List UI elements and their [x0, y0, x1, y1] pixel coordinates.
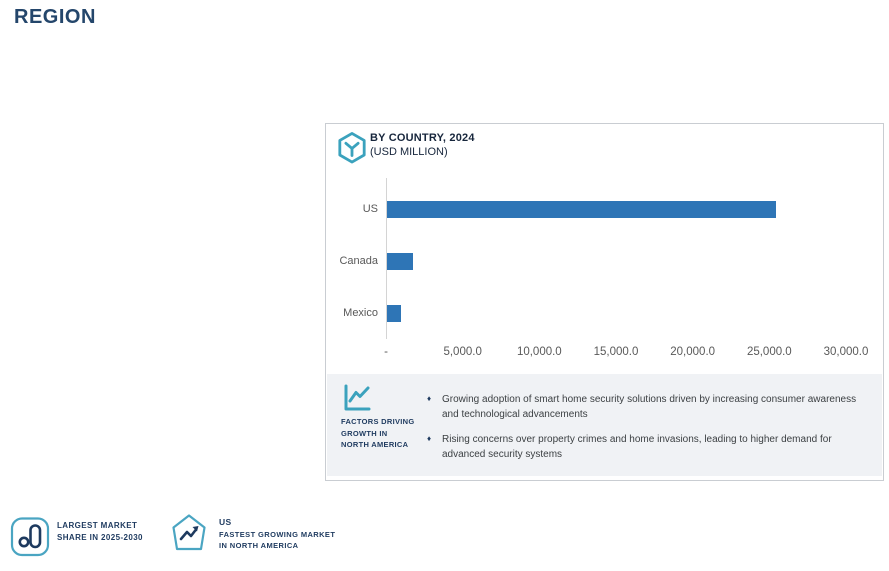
factors-label-line: GROWTH IN: [341, 428, 388, 438]
badge-text-line: IN NORTH AMERICA: [219, 541, 299, 550]
badge-text-line: LARGEST MARKET: [57, 521, 138, 530]
house-growth-badge-icon: [170, 512, 208, 554]
bar-us: [387, 201, 776, 218]
bar-chart-badge-icon: [10, 516, 50, 557]
category-label: US: [362, 203, 378, 215]
diamond-bullet-icon: ♦: [427, 434, 432, 443]
badge-title: US: [219, 517, 232, 527]
factors-bullet-list: [427, 392, 872, 472]
badge-text-line: SHARE IN 2025-2030: [57, 533, 143, 542]
x-tick-label: 15,000.0: [593, 346, 639, 358]
x-tick-label: 5,000.0: [443, 346, 482, 358]
chart-subtitle: (USD MILLION): [370, 146, 448, 158]
category-label: Mexico: [343, 307, 378, 319]
factors-panel: [327, 374, 882, 476]
x-tick-label: 25,000.0: [746, 346, 792, 358]
bar-row-mexico: [326, 305, 883, 322]
factors-label-line: FACTORS DRIVING: [341, 417, 415, 426]
factor-bullet-text: Rising concerns over property crimes and home invasions, leading to higher demand for advanced security systems: [442, 434, 832, 460]
x-tick-label: 30,000.0: [823, 346, 869, 358]
bar-row-us: [326, 201, 883, 218]
line-chart-icon: [341, 382, 373, 414]
factors-label-line: NORTH AMERICA: [341, 440, 409, 450]
bar-chart: [326, 178, 883, 366]
factor-bullet: [427, 432, 872, 462]
x-tick-label: -: [384, 346, 388, 358]
fastest-growing-badge: [219, 516, 335, 551]
category-label: Canada: [339, 255, 378, 267]
chart-header-text: [370, 132, 475, 158]
badge-text-line: FASTEST GROWING MARKET: [219, 529, 336, 539]
hexagon-y-icon: [337, 131, 367, 164]
bar-row-canada: [326, 253, 883, 270]
x-tick-label: 20,000.0: [670, 346, 716, 358]
diamond-bullet-icon: ♦: [427, 394, 432, 403]
factors-label: [341, 416, 415, 451]
chart-card: [325, 123, 884, 481]
x-tick-label: 10,000.0: [516, 346, 562, 358]
chart-card-header: [326, 124, 883, 176]
chart-title: BY COUNTRY, 2024: [370, 132, 475, 144]
bar-canada: [387, 253, 413, 270]
bar-mexico: [387, 305, 401, 322]
largest-market-badge: [57, 520, 143, 544]
factor-bullet: [427, 392, 872, 422]
page-title: REGION: [14, 6, 96, 28]
factor-bullet-text: Growing adoption of smart home security solutions driven by increasing consumer awareness and technological advancements: [442, 394, 857, 420]
